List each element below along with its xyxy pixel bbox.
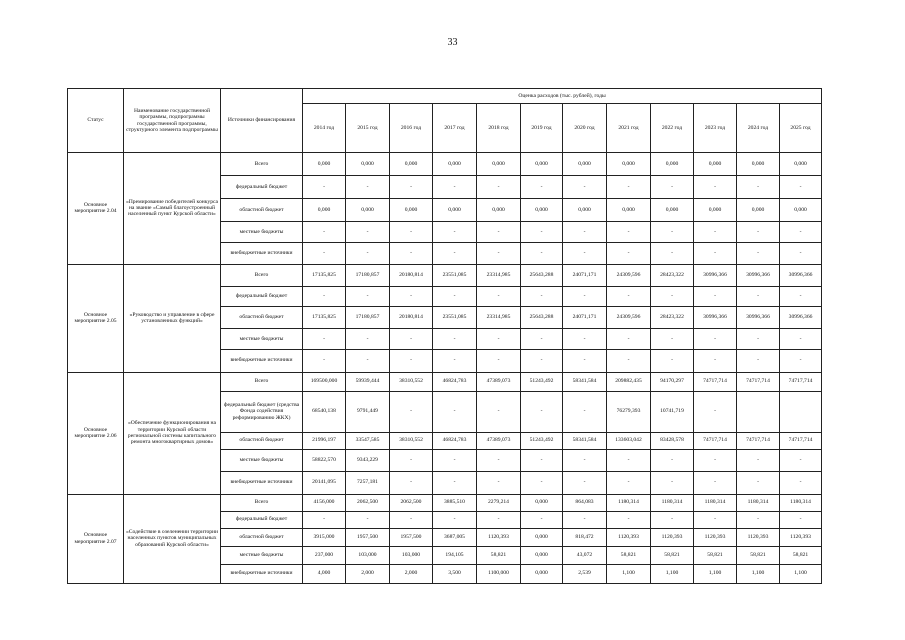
header-year: 2016 год: [390, 104, 433, 153]
value-cell: 0,000: [390, 199, 433, 222]
value-cell: -: [780, 349, 822, 372]
value-cell: -: [433, 391, 477, 432]
source-cell: местные бюджеты: [221, 449, 303, 471]
value-cell: -: [737, 222, 780, 243]
value-cell: -: [651, 349, 694, 372]
value-cell: 0,000: [607, 153, 651, 176]
value-cell: -: [433, 222, 477, 243]
value-cell: 10741,719: [651, 391, 694, 432]
value-cell: -: [563, 391, 607, 432]
value-cell: -: [477, 471, 521, 494]
value-cell: -: [563, 329, 607, 350]
source-cell: областной бюджет: [221, 528, 303, 546]
value-cell: 864,083: [563, 494, 607, 511]
source-cell: федеральный бюджет: [221, 286, 303, 307]
value-cell: -: [521, 222, 563, 243]
value-cell: 58,821: [694, 546, 737, 564]
value-cell: 43,072: [563, 546, 607, 564]
value-cell: 1120,393: [694, 528, 737, 546]
program-name-cell: «Содействие в озеленении территории населенных пунктов муниципальных образований Курской области»: [124, 494, 221, 583]
header-estimate: Оценка расходов (тыс. рублей), годы: [303, 89, 822, 104]
source-cell: внебюджетные источники: [221, 349, 303, 372]
value-cell: 1120,393: [737, 528, 780, 546]
value-cell: 0,000: [390, 153, 433, 176]
value-cell: -: [521, 242, 563, 264]
value-cell: 209882,435: [607, 372, 651, 391]
value-cell: 58,821: [651, 546, 694, 564]
source-cell: федеральный бюджет (средства Фонда содействия реформированию ЖКХ): [221, 391, 303, 432]
value-cell: 2279,214: [477, 494, 521, 511]
value-cell: -: [780, 511, 822, 528]
value-cell: -: [346, 176, 390, 199]
value-cell: -: [651, 471, 694, 494]
status-cell: Основное мероприятие 2.07: [68, 494, 124, 583]
header-year: 2021 год: [607, 104, 651, 153]
value-cell: 28423,322: [651, 307, 694, 329]
value-cell: -: [433, 286, 477, 307]
value-cell: 103,000: [346, 546, 390, 564]
value-cell: 83428,578: [651, 432, 694, 449]
value-cell: -: [737, 511, 780, 528]
header-year: 2018 год: [477, 104, 521, 153]
value-cell: 25643,288: [521, 264, 563, 286]
value-cell: -: [477, 242, 521, 264]
status-cell: Основное мероприятие 2.06: [68, 372, 124, 494]
value-cell: 2,000: [390, 564, 433, 583]
value-cell: 0,000: [521, 494, 563, 511]
value-cell: 1957,500: [390, 528, 433, 546]
program-name-cell: «Премирование победителей конкурса на звание «Самый благоустроенный населенный пункт Курской области»: [124, 153, 221, 265]
source-cell: Всего: [221, 372, 303, 391]
value-cell: 0,000: [651, 153, 694, 176]
value-cell: 74717,714: [780, 432, 822, 449]
value-cell: -: [737, 471, 780, 494]
table-row: [68, 153, 822, 176]
value-cell: -: [521, 511, 563, 528]
value-cell: 74717,714: [694, 372, 737, 391]
source-cell: Всего: [221, 153, 303, 176]
value-cell: -: [563, 176, 607, 199]
value-cell: 0,000: [694, 153, 737, 176]
value-cell: 30996,366: [737, 307, 780, 329]
value-cell: -: [651, 449, 694, 471]
table-row: [68, 372, 822, 391]
value-cell: 1180,314: [607, 494, 651, 511]
value-cell: -: [651, 286, 694, 307]
value-cell: 169500,000: [303, 372, 346, 391]
value-cell: 2062,500: [346, 494, 390, 511]
value-cell: 1120,393: [780, 528, 822, 546]
value-cell: 1180,314: [651, 494, 694, 511]
value-cell: 74717,714: [737, 372, 780, 391]
value-cell: 818,472: [563, 528, 607, 546]
source-cell: Всего: [221, 494, 303, 511]
value-cell: 0,000: [521, 528, 563, 546]
value-cell: 0,000: [346, 153, 390, 176]
value-cell: -: [303, 329, 346, 350]
value-cell: -: [390, 449, 433, 471]
value-cell: -: [694, 222, 737, 243]
value-cell: -: [607, 471, 651, 494]
header-year: 2023 год: [694, 104, 737, 153]
value-cell: 1,100: [651, 564, 694, 583]
value-cell: -: [521, 391, 563, 432]
header-year: 2014 год: [303, 104, 346, 153]
value-cell: 46824,783: [433, 372, 477, 391]
value-cell: -: [390, 222, 433, 243]
value-cell: -: [607, 329, 651, 350]
value-cell: 23551,085: [433, 307, 477, 329]
header-year: 2017 год: [433, 104, 477, 153]
value-cell: -: [780, 471, 822, 494]
value-cell: 9343,229: [346, 449, 390, 471]
value-cell: -: [433, 176, 477, 199]
value-cell: -: [563, 242, 607, 264]
value-cell: 0,000: [433, 153, 477, 176]
value-cell: 23314,985: [477, 264, 521, 286]
value-cell: 58,821: [737, 546, 780, 564]
value-cell: -: [607, 511, 651, 528]
value-cell: 0,000: [303, 153, 346, 176]
value-cell: 58,821: [477, 546, 521, 564]
value-cell: 237,000: [303, 546, 346, 564]
value-cell: -: [303, 222, 346, 243]
value-cell: -: [737, 176, 780, 199]
value-cell: 3885,510: [433, 494, 477, 511]
value-cell: -: [303, 349, 346, 372]
header-year: 2024 год: [737, 104, 780, 153]
header-status: Статус: [68, 89, 124, 153]
value-cell: -: [390, 471, 433, 494]
value-cell: 1180,314: [780, 494, 822, 511]
source-cell: внебюджетные источники: [221, 242, 303, 264]
value-cell: -: [651, 329, 694, 350]
value-cell: -: [737, 349, 780, 372]
value-cell: 30996,366: [780, 264, 822, 286]
value-cell: -: [346, 511, 390, 528]
value-cell: 3687,005: [433, 528, 477, 546]
value-cell: -: [563, 349, 607, 372]
value-cell: 58822,570: [303, 449, 346, 471]
value-cell: -: [433, 349, 477, 372]
value-cell: 2,539: [563, 564, 607, 583]
value-cell: 58,821: [607, 546, 651, 564]
value-cell: -: [390, 349, 433, 372]
value-cell: 3915,000: [303, 528, 346, 546]
table-row: [68, 264, 822, 286]
value-cell: 17180,857: [346, 307, 390, 329]
value-cell: -: [303, 242, 346, 264]
value-cell: 1,100: [607, 564, 651, 583]
value-cell: 21996,197: [303, 432, 346, 449]
value-cell: -: [737, 449, 780, 471]
value-cell: 74717,714: [780, 372, 822, 391]
value-cell: 4156,000: [303, 494, 346, 511]
value-cell: -: [780, 449, 822, 471]
value-cell: 0,000: [563, 153, 607, 176]
value-cell: -: [303, 511, 346, 528]
value-cell: -: [737, 242, 780, 264]
header-year: 2019 год: [521, 104, 563, 153]
value-cell: -: [737, 329, 780, 350]
value-cell: -: [694, 286, 737, 307]
value-cell: 58,821: [780, 546, 822, 564]
value-cell: -: [521, 176, 563, 199]
value-cell: 76279,393: [607, 391, 651, 432]
page-number: 33: [447, 37, 458, 48]
value-cell: 59939,444: [346, 372, 390, 391]
value-cell: 23314,985: [477, 307, 521, 329]
value-cell: 46824,783: [433, 432, 477, 449]
value-cell: -: [346, 222, 390, 243]
value-cell: -: [651, 222, 694, 243]
value-cell: -: [780, 329, 822, 350]
value-cell: 25643,288: [521, 307, 563, 329]
value-cell: -: [651, 176, 694, 199]
value-cell: 0,000: [737, 199, 780, 222]
value-cell: 3,500: [433, 564, 477, 583]
value-cell: -: [346, 286, 390, 307]
value-cell: -: [694, 329, 737, 350]
value-cell: 38310,552: [390, 372, 433, 391]
value-cell: 133603,042: [607, 432, 651, 449]
value-cell: 20180,814: [390, 264, 433, 286]
value-cell: -: [607, 449, 651, 471]
value-cell: -: [694, 449, 737, 471]
value-cell: 1100,000: [477, 564, 521, 583]
value-cell: -: [433, 242, 477, 264]
value-cell: 103,000: [390, 546, 433, 564]
value-cell: -: [651, 511, 694, 528]
header-year: 2015 год: [346, 104, 390, 153]
value-cell: 0,000: [607, 199, 651, 222]
value-cell: -: [780, 176, 822, 199]
value-cell: -: [607, 176, 651, 199]
value-cell: 0,000: [780, 199, 822, 222]
value-cell: 51243,492: [521, 432, 563, 449]
budget-table: [67, 88, 822, 584]
value-cell: 0,000: [346, 199, 390, 222]
value-cell: -: [303, 286, 346, 307]
value-cell: -: [433, 449, 477, 471]
value-cell: -: [477, 511, 521, 528]
value-cell: -: [477, 222, 521, 243]
source-cell: местные бюджеты: [221, 329, 303, 350]
value-cell: -: [346, 242, 390, 264]
source-cell: областной бюджет: [221, 199, 303, 222]
value-cell: -: [563, 511, 607, 528]
header-year: 2025 год: [780, 104, 822, 153]
value-cell: -: [521, 471, 563, 494]
table-row: [68, 494, 822, 511]
value-cell: -: [346, 349, 390, 372]
value-cell: -: [390, 176, 433, 199]
value-cell: 58341,584: [563, 432, 607, 449]
value-cell: -: [521, 329, 563, 350]
value-cell: 38310,552: [390, 432, 433, 449]
value-cell: 0,000: [521, 564, 563, 583]
value-cell: 2,000: [346, 564, 390, 583]
value-cell: -: [477, 176, 521, 199]
value-cell: -: [651, 242, 694, 264]
value-cell: 4,000: [303, 564, 346, 583]
value-cell: 24071,171: [563, 264, 607, 286]
source-cell: областной бюджет: [221, 307, 303, 329]
value-cell: -: [346, 329, 390, 350]
value-cell: 23551,085: [433, 264, 477, 286]
value-cell: -: [737, 286, 780, 307]
value-cell: 0,000: [694, 199, 737, 222]
header-program-name: Наименование государственной программы, подпрограммы государственной программы, структурного элемента подпрограммы: [124, 89, 221, 153]
value-cell: 1957,500: [346, 528, 390, 546]
value-cell: -: [607, 349, 651, 372]
header-year: 2022 год: [651, 104, 694, 153]
source-cell: местные бюджеты: [221, 222, 303, 243]
value-cell: -: [477, 286, 521, 307]
value-cell: -: [521, 349, 563, 372]
source-cell: областной бюджет: [221, 432, 303, 449]
value-cell: -: [563, 449, 607, 471]
value-cell: -: [521, 286, 563, 307]
value-cell: 0,000: [563, 199, 607, 222]
value-cell: -: [694, 511, 737, 528]
status-cell: Основное мероприятие 2.04: [68, 153, 124, 265]
value-cell: 17135,825: [303, 307, 346, 329]
value-cell: -: [694, 242, 737, 264]
value-cell: -: [390, 391, 433, 432]
value-cell: 1120,393: [607, 528, 651, 546]
value-cell: [737, 391, 780, 432]
value-cell: 1,100: [694, 564, 737, 583]
value-cell: 9791,449: [346, 391, 390, 432]
header-sources: Источники финансирования: [221, 89, 303, 153]
value-cell: -: [563, 222, 607, 243]
value-cell: 94170,297: [651, 372, 694, 391]
value-cell: -: [390, 329, 433, 350]
value-cell: 0,000: [521, 153, 563, 176]
value-cell: -: [390, 286, 433, 307]
value-cell: -: [780, 242, 822, 264]
value-cell: 20141,095: [303, 471, 346, 494]
value-cell: 2062,500: [390, 494, 433, 511]
value-cell: -: [521, 449, 563, 471]
value-cell: 68540,138: [303, 391, 346, 432]
value-cell: -: [607, 286, 651, 307]
value-cell: 47389,073: [477, 372, 521, 391]
value-cell: 20180,814: [390, 307, 433, 329]
value-cell: 24309,596: [607, 264, 651, 286]
value-cell: 0,000: [737, 153, 780, 176]
value-cell: -: [694, 349, 737, 372]
value-cell: 1180,314: [737, 494, 780, 511]
value-cell: 30996,366: [780, 307, 822, 329]
value-cell: -: [477, 449, 521, 471]
source-cell: Всего: [221, 264, 303, 286]
status-cell: Основное мероприятие 2.05: [68, 264, 124, 372]
value-cell: 33547,585: [346, 432, 390, 449]
value-cell: -: [694, 176, 737, 199]
value-cell: -: [390, 242, 433, 264]
value-cell: 51243,492: [521, 372, 563, 391]
source-cell: внебюджетные источники: [221, 471, 303, 494]
value-cell: 30996,366: [694, 307, 737, 329]
value-cell: -: [477, 349, 521, 372]
source-cell: внебюджетные источники: [221, 564, 303, 583]
value-cell: 0,000: [521, 546, 563, 564]
value-cell: 30996,366: [737, 264, 780, 286]
value-cell: -: [780, 286, 822, 307]
source-cell: федеральный бюджет: [221, 511, 303, 528]
value-cell: -: [563, 471, 607, 494]
value-cell: -: [433, 329, 477, 350]
value-cell: 47389,073: [477, 432, 521, 449]
value-cell: 58341,584: [563, 372, 607, 391]
value-cell: -: [433, 471, 477, 494]
value-cell: -: [563, 286, 607, 307]
value-cell: -: [607, 242, 651, 264]
value-cell: 17180,857: [346, 264, 390, 286]
value-cell: 1180,314: [694, 494, 737, 511]
value-cell: -: [780, 222, 822, 243]
header-year: 2020 год: [563, 104, 607, 153]
value-cell: 0,000: [477, 199, 521, 222]
value-cell: 24071,171: [563, 307, 607, 329]
value-cell: 0,000: [780, 153, 822, 176]
value-cell: 0,000: [433, 199, 477, 222]
value-cell: 28423,322: [651, 264, 694, 286]
value-cell: 0,000: [303, 199, 346, 222]
value-cell: 0,000: [477, 153, 521, 176]
value-cell: 1,100: [780, 564, 822, 583]
value-cell: -: [390, 511, 433, 528]
table-body: [68, 153, 822, 584]
value-cell: 74717,714: [694, 432, 737, 449]
value-cell: 0,000: [521, 199, 563, 222]
value-cell: -: [477, 329, 521, 350]
value-cell: 74717,714: [737, 432, 780, 449]
value-cell: 1,100: [737, 564, 780, 583]
value-cell: 1120,393: [651, 528, 694, 546]
source-cell: федеральный бюджет: [221, 176, 303, 199]
value-cell: 1120,393: [477, 528, 521, 546]
value-cell: 7257,181: [346, 471, 390, 494]
value-cell: -: [694, 391, 737, 432]
value-cell: 0,000: [651, 199, 694, 222]
value-cell: -: [433, 511, 477, 528]
value-cell: 194,105: [433, 546, 477, 564]
value-cell: -: [477, 391, 521, 432]
value-cell: 24309,596: [607, 307, 651, 329]
program-name-cell: «Руководство и управление в сфере установленных функций»: [124, 264, 221, 372]
program-name-cell: «Обеспечение функционирования на территории Курской области региональной системы капитального ремонта многоквартирных домов»: [124, 372, 221, 494]
source-cell: местные бюджеты: [221, 546, 303, 564]
value-cell: -: [694, 471, 737, 494]
value-cell: 30996,366: [694, 264, 737, 286]
value-cell: -: [607, 222, 651, 243]
value-cell: 17135,825: [303, 264, 346, 286]
value-cell: -: [303, 176, 346, 199]
value-cell: [780, 391, 822, 432]
